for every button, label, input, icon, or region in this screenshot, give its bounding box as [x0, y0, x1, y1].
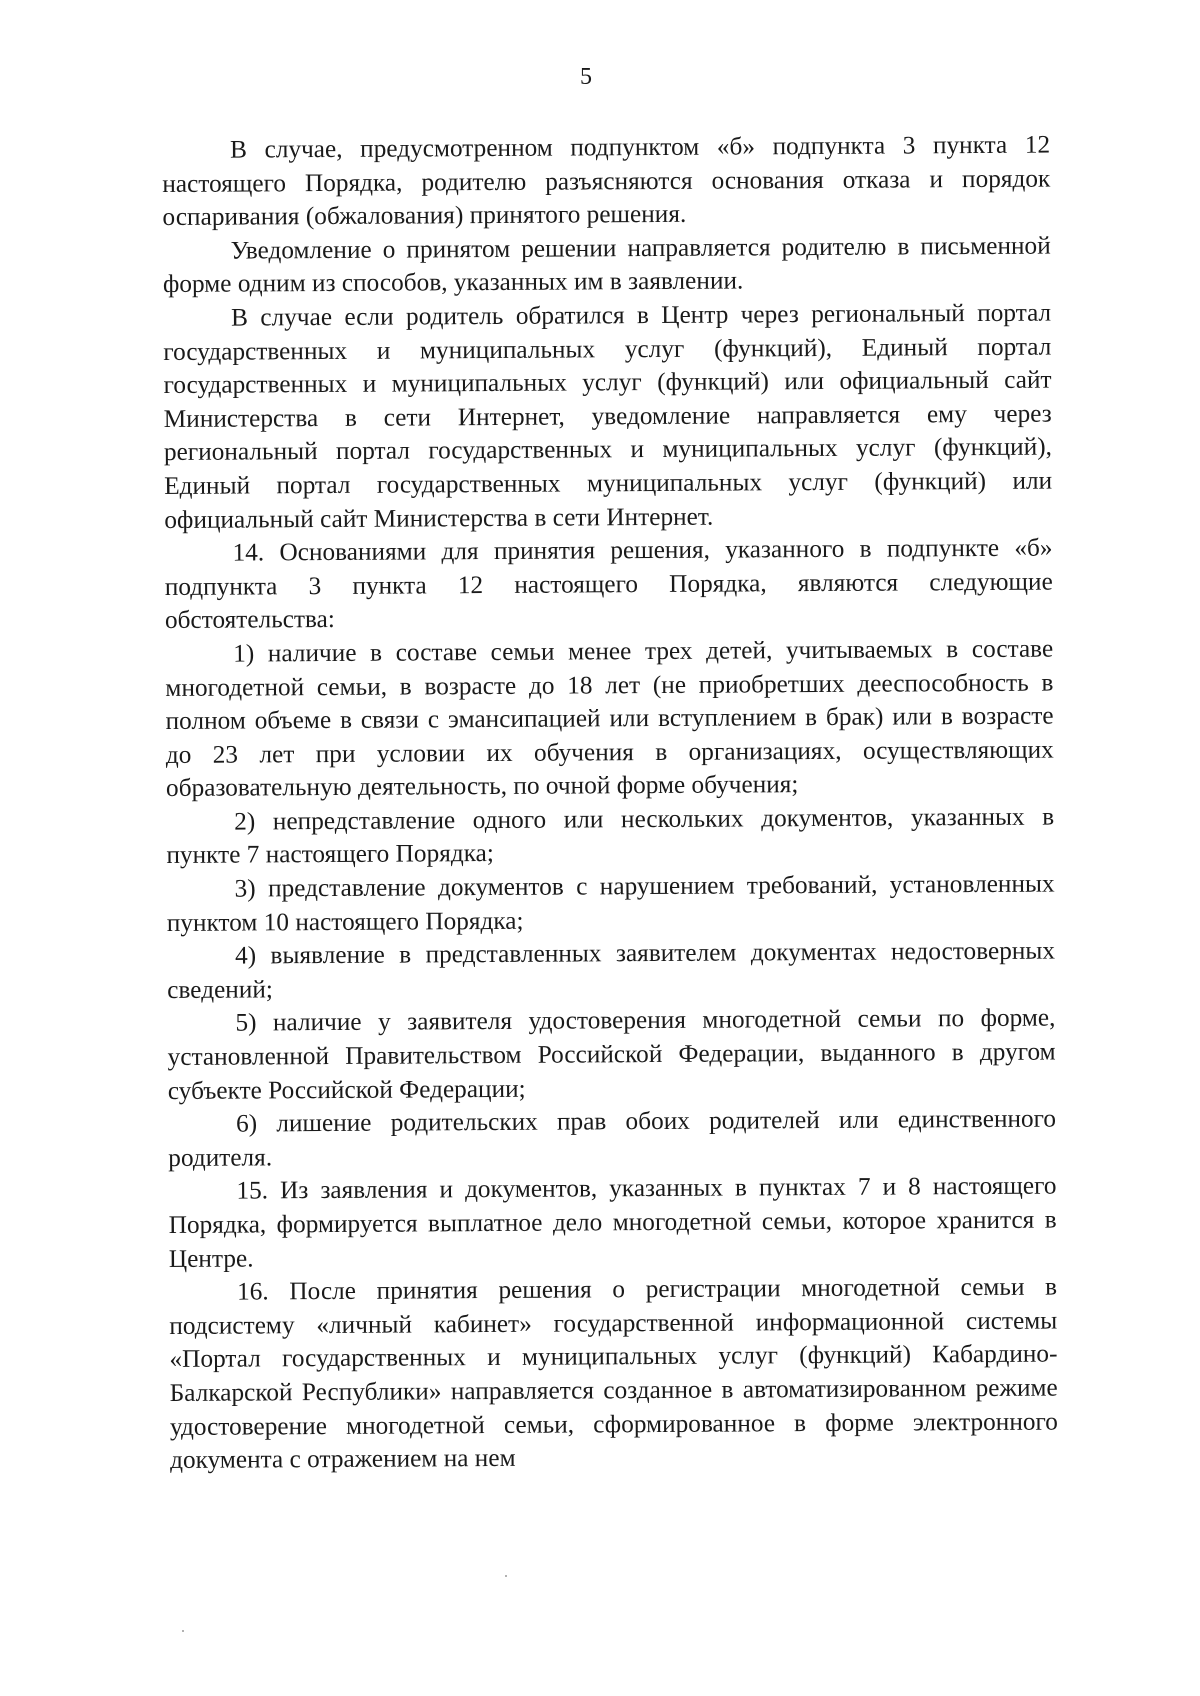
document-body	[162, 129, 1058, 1478]
paragraph-notification-form: Уведомление о принятом решении направляется родителю в письменной форме одним из способов, указанных им в заявлении.	[162, 231, 1051, 299]
list-item-2: 2) непредставление одного или нескольких документов, указанных в пункте 7 настоящего Порядка;	[166, 802, 1055, 870]
scan-speck	[182, 1630, 184, 1632]
list-item-1: 1) наличие в составе семьи менее трех детей, учитываемых в составе многодетной семьи, в возрасте до 18 лет (не приобретших дееспособность в полном объеме в связи с эмансипацией или вступлением в брак) или в возрасте до 23 лет при условии их обучения в организациях, осуществляющих образовательную деятельность, по очной форме обучения;	[165, 634, 1054, 803]
paragraph-section-14: 14. Основаниями для принятия решения, указанного в подпункте «б» подпункта 3 пункта 12 настоящего Порядка, являются следующие обстоятельства:	[164, 533, 1053, 635]
paragraph-section-16: 16. После принятия решения о регистрации многодетной семьи в подсистему «личный кабинет» государственной информационной системы «Портал государственных и муниципальных услуг (функций) Кабардино-Балкарской Республики» направляется созданное в автоматизированном режиме удостоверение многодетной семьи, сформированное в форме электронного документа с отражением на нем	[169, 1272, 1058, 1475]
page-number: 5	[580, 64, 592, 90]
paragraph-refusal-explanation: В случае, предусмотренном подпунктом «б» подпункта 3 пункта 12 настоящего Порядка, родителю разъясняются основания отказа и порядок оспаривания (обжалования) принятого решения.	[162, 130, 1051, 232]
list-item-4: 4) выявление в представленных заявителем документах недостоверных сведений;	[167, 936, 1056, 1004]
list-item-5: 5) наличие у заявителя удостоверения многодетной семьи по форме, установленной Правительством Российской Федерации, выданного в другом субъекте Российской Федерации;	[167, 1003, 1056, 1105]
list-item-6: 6) лишение родительских прав обоих родителей или единственного родителя.	[168, 1104, 1057, 1172]
scan-speck	[505, 1575, 507, 1577]
list-item-3: 3) представление документов с нарушением требований, установленных пунктом 10 настоящего Порядка;	[166, 869, 1055, 937]
paragraph-online-notification: В случае если родитель обратился в Центр через региональный портал государственных и муниципальных услуг (функций), Единый портал государственных и муниципальных услуг (функций) или официальный сайт Министерства в сети Интернет, уведомление направляется ему через региональный портал государственных и муниципальных услуг (функций), Единый портал государственных муниципальных услуг (функций) или официальный сайт Министерства в сети Интернет.	[163, 298, 1053, 534]
paragraph-section-15: 15. Из заявления и документов, указанных в пунктах 7 и 8 настоящего Порядка, формируется выплатное дело многодетной семьи, которое хранится в Центре.	[168, 1171, 1057, 1273]
